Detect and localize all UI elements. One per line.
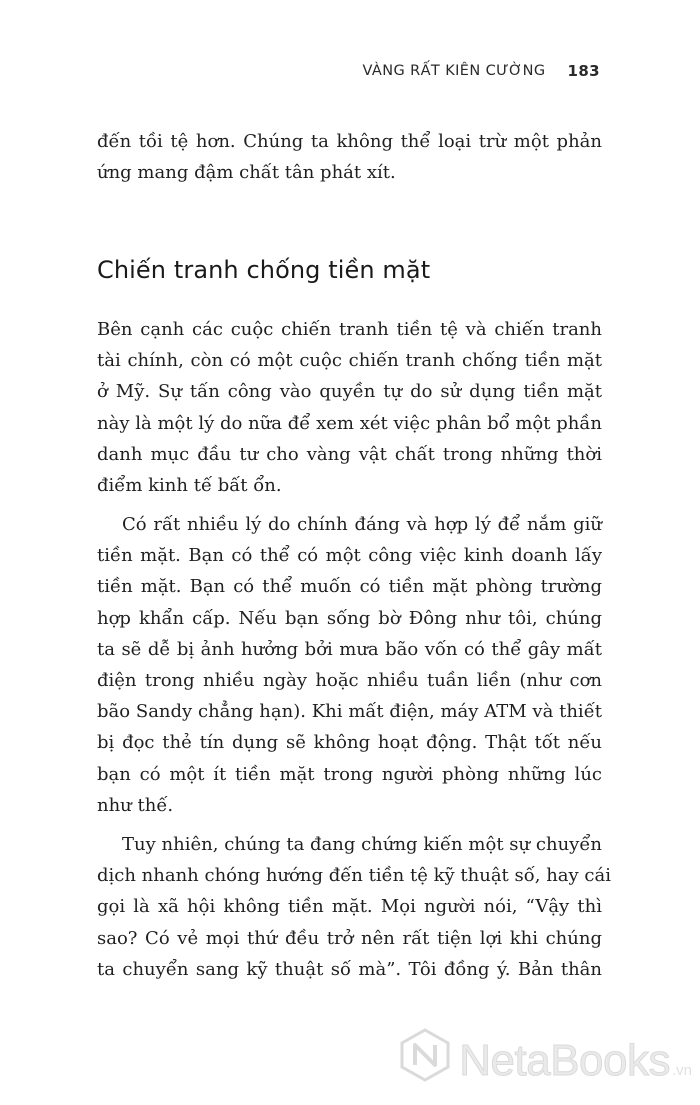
- section-heading: Chiến tranh chống tiền mặt: [97, 256, 431, 284]
- paragraph-2: [97, 509, 602, 821]
- intro-paragraph: [97, 126, 602, 188]
- text-line: dịch nhanh chóng hướng đến tiền tệ kỹ thuật số, hay cái: [97, 865, 611, 887]
- paragraph: [97, 509, 602, 821]
- text-line: bị đọc thẻ tín dụng sẽ không hoạt động. Thật tốt nếu: [97, 732, 602, 754]
- watermark: [397, 1027, 692, 1083]
- text-line: sao? Có vẻ mọi thứ đều trở nên rất tiện lợi khi chúng: [97, 927, 602, 949]
- text-line: Tuy nhiên, chúng ta đang chứng kiến một sự chuyển: [122, 834, 602, 855]
- watermark-brand: NetaBooks: [459, 1036, 670, 1085]
- text-line: điện trong nhiều ngày hoặc nhiều tuần liền (như cơn: [97, 670, 602, 692]
- paragraph-3: [97, 829, 611, 985]
- paragraph: [97, 314, 602, 501]
- text-line: ta sẽ dễ bị ảnh hưởng bởi mưa bão vốn có thể gây mất: [97, 638, 602, 660]
- running-title: VÀNG RẤT KIÊN CƯỜNG: [362, 63, 546, 79]
- paragraph: [97, 829, 611, 985]
- page-number: 183: [567, 62, 600, 80]
- text-line: danh mục đầu tư cho vàng vật chất trong những thời: [97, 443, 602, 465]
- text-line: như thế.: [97, 794, 174, 816]
- text-line: bạn có một ít tiền mặt trong người phòng những lúc: [97, 763, 602, 785]
- text-line: bão Sandy chẳng hạn). Khi mất điện, máy ATM và thiết: [97, 701, 602, 723]
- text-line: tiền mặt. Bạn có thể có một công việc kinh doanh lấy: [97, 545, 602, 567]
- intro-text: [97, 126, 602, 188]
- text-line: ứng mang đậm chất tân phát xít.: [97, 162, 396, 184]
- text-line: này là một lý do nữa để xem xét việc phân bổ một phần: [97, 412, 602, 434]
- text-line: Bên cạnh các cuộc chiến tranh tiền tệ và chiến tranh: [97, 319, 602, 340]
- running-head: [363, 62, 600, 80]
- watermark-suffix: .vn: [671, 1062, 692, 1079]
- text-line: tài chính, còn có một cuộc chiến tranh chống tiền mặt: [97, 350, 602, 372]
- text-line: Có rất nhiều lý do chính đáng và hợp lý để nắm giữ: [122, 514, 602, 535]
- text-line: gọi là xã hội không tiền mặt. Mọi người nói, “Vậy thì: [97, 896, 602, 918]
- text-line: ta chuyển sang kỹ thuật số mà”. Tôi đồng ý. Bản thân: [97, 958, 602, 980]
- netabooks-logo-icon: [397, 1027, 453, 1083]
- paragraph-1: [97, 314, 602, 501]
- text-line: tiền mặt. Bạn có thể muốn có tiền mặt phòng trường: [97, 576, 602, 598]
- text-line: điểm kinh tế bất ổn.: [97, 475, 282, 497]
- text-line: đến tồi tệ hơn. Chúng ta không thể loại trừ một phản: [97, 131, 602, 152]
- text-line: ở Mỹ. Sự tấn công vào quyền tự do sử dụng tiền mặt: [97, 381, 602, 403]
- text-line: hợp khẩn cấp. Nếu bạn sống bờ Đông như tôi, chúng: [97, 607, 602, 629]
